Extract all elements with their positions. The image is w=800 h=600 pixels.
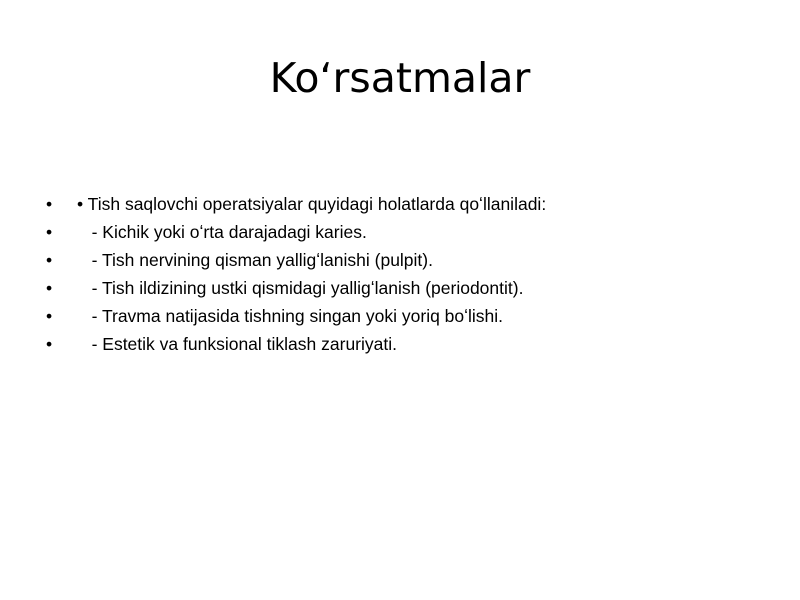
bullet-item bbox=[40, 190, 760, 218]
bullet-item bbox=[40, 302, 760, 330]
bullet-text: - Travma natijasida tishning singan yoki yoriq boʻlishi. bbox=[77, 306, 504, 326]
bullet-marker: • bbox=[46, 222, 53, 242]
bullet-marker: • bbox=[46, 194, 53, 214]
bullet-item bbox=[40, 218, 760, 246]
bullet-text: • Tish saqlovchi operatsiyalar quyidagi holatlarda qoʻllaniladi: bbox=[77, 194, 547, 214]
bullet-text: - Estetik va funksional tiklash zaruriyati. bbox=[77, 334, 397, 354]
bullet-item bbox=[40, 330, 760, 358]
bullet-marker: • bbox=[46, 306, 53, 326]
bullet-text: - Tish ildizining ustki qismidagi yalligʻlanish (periodontit). bbox=[77, 278, 524, 298]
bullet-marker: • bbox=[46, 334, 53, 354]
bullet-marker: • bbox=[46, 278, 53, 298]
bullet-item bbox=[40, 246, 760, 274]
bullet-list bbox=[40, 190, 760, 358]
bullet-text: - Kichik yoki oʻrta darajadagi karies. bbox=[77, 222, 367, 242]
slide-title: Koʻrsatmalar bbox=[269, 54, 531, 102]
bullet-text: - Tish nervining qisman yalligʻlanishi (pulpit). bbox=[77, 250, 433, 270]
bullet-marker: • bbox=[46, 250, 53, 270]
bullet-item bbox=[40, 274, 760, 302]
